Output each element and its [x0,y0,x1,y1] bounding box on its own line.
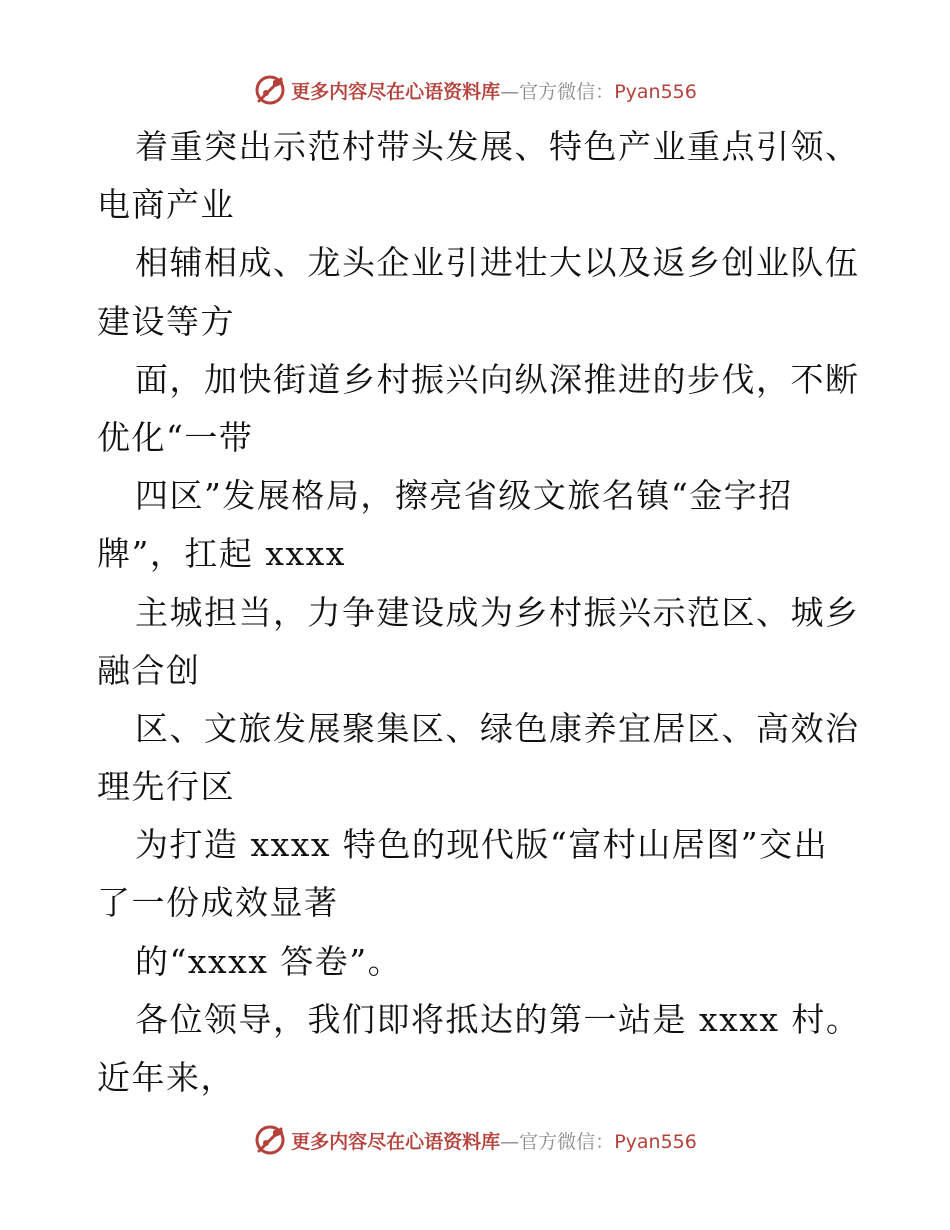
text-line: 融合创 [97,650,201,690]
footer-site-name: 更多内容尽在心语资料库 [291,1130,501,1153]
text-line: 着重突出示范村带头发展、特色产业重点引领、 [135,127,860,166]
text-line: 面，加快街道乡村振兴向纵深推进的步伐，不断 [135,359,860,399]
text-line: 相辅相成、龙头企业引进壮大以及返乡创业队伍 [135,243,860,283]
text-line: 四区”发展格局，擦亮省级文旅名镇“金字招 [135,476,793,516]
text-line: 建设等方 [97,301,235,341]
header-dash: — [500,80,520,103]
text-line: 各位领导，我们即将抵达的第一站是 xxxx 村。 [135,999,861,1039]
text-line: 主城担当，力争建设成为乡村振兴示范区、城乡 [135,592,860,632]
header-wechat-id: Pyan556 [614,80,697,103]
header-watermark [0,70,950,110]
header-site-name: 更多内容尽在心语资料库 [291,80,501,103]
footer-dash: — [500,1130,520,1153]
text-line: 电商产业 [97,185,235,225]
text-line: 优化“一带 [97,417,254,457]
quill-logo-icon [253,1123,287,1157]
header-wechat-label: 官方微信： [519,80,615,103]
quill-logo-icon [253,73,287,107]
text-line: 为打造 xxxx 特色的现代版“富村山居图”交出 [135,825,829,865]
document-body [97,118,861,1107]
text-line: 牌”，扛起 xxxx [97,534,346,574]
text-line: 区、文旅发展聚集区、绿色康养宜居区、高效治 [135,708,860,748]
text-line: 理先行区 [97,767,235,807]
footer-wechat-id: Pyan556 [614,1130,697,1153]
text-line: 了一份成效显著 [97,883,339,923]
text-line: 的“xxxx 答卷”。 [135,941,403,981]
footer-watermark [0,1120,950,1160]
text-line: 近年来， [97,1058,235,1097]
footer-wechat-label: 官方微信： [519,1130,615,1153]
